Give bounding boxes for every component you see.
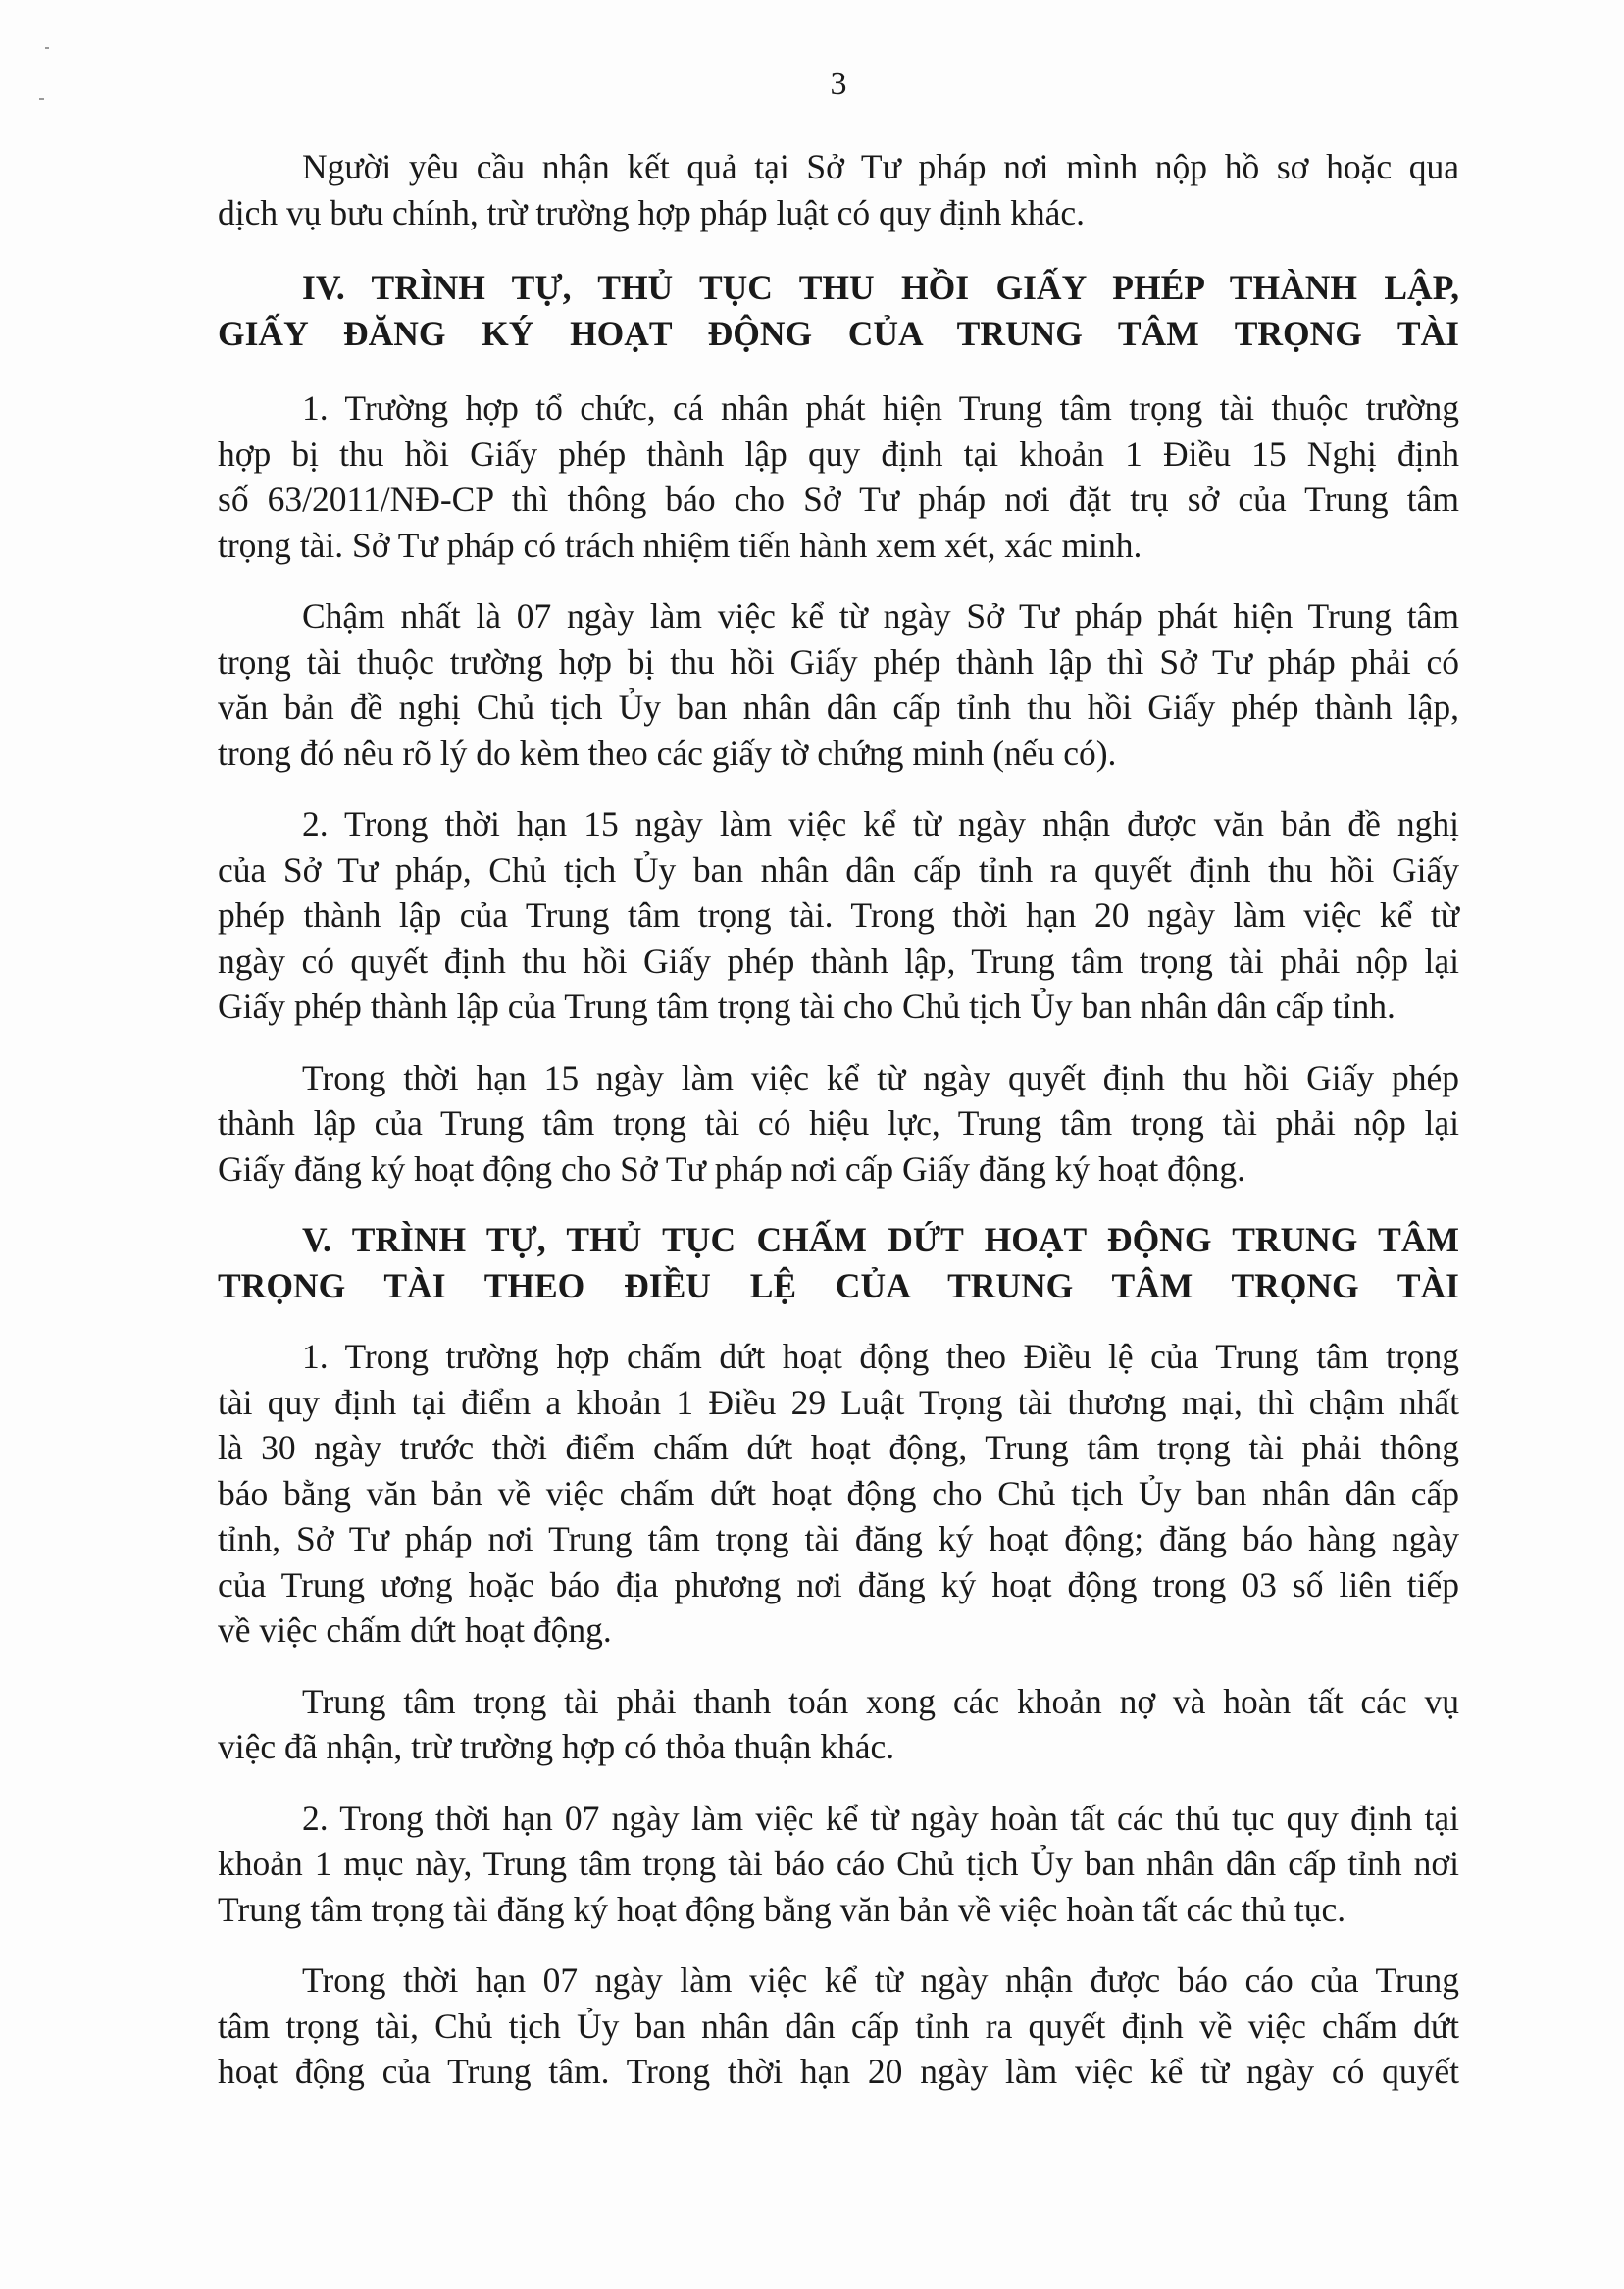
section-heading-v — [218, 1217, 1459, 1308]
section-heading-iv — [218, 265, 1459, 356]
heading-line: IV. TRÌNH TỰ, THỦ TỤC THU HỒI GIẤY PHÉP THÀNH LẬP, — [302, 268, 1459, 307]
text-line: trọng tài. Sở Tư pháp có trách nhiệm tiến hành xem xét, xác minh. — [218, 525, 1142, 565]
text-line: hợp bị thu hồi Giấy phép thành lập quy định tại khoản 1 Điều 15 Nghị định — [218, 433, 1459, 474]
text-line: Giấy phép thành lập của Trung tâm trọng tài cho Chủ tịch Ủy ban nhân dân cấp tỉnh. — [218, 987, 1396, 1026]
text-line: văn bản đề nghị Chủ tịch Ủy ban nhân dân cấp tỉnh thu hồi Giấy phép thành lập, — [218, 687, 1459, 727]
paragraph — [218, 801, 1459, 1030]
text-line: tài quy định tại điểm a khoản 1 Điều 29 Luật Trọng tài thương mại, thì chậm nhất — [218, 1382, 1459, 1422]
text-line: Trung tâm trọng tài phải thanh toán xong các khoản nợ và hoàn tất các vụ — [302, 1681, 1459, 1721]
paragraph — [218, 1679, 1459, 1770]
text-line: về việc chấm dứt hoạt động. — [218, 1610, 612, 1650]
text-line: Chậm nhất là 07 ngày làm việc kể từ ngày Sở Tư pháp phát hiện Trung tâm — [302, 596, 1459, 636]
text-line: của Trung ương hoặc báo địa phương nơi đăng ký hoạt động trong 03 số liên tiếp — [218, 1564, 1459, 1604]
text-line: 1. Trong trường hợp chấm dứt hoạt động theo Điều lệ của Trung tâm trọng — [302, 1337, 1459, 1376]
text-line: 2. Trong thời hạn 15 ngày làm việc kể từ ngày nhận được văn bản đề nghị — [302, 804, 1459, 843]
text-line: thành lập của Trung tâm trọng tài có hiệu lực, Trung tâm trọng tài phải nộp lại — [218, 1103, 1459, 1143]
text-line: Giấy đăng ký hoạt động cho Sở Tư pháp nơi cấp Giấy đăng ký hoạt động. — [218, 1148, 1245, 1189]
text-line: trọng tài thuộc trường hợp bị thu hồi Giấy phép thành lập thì Sở Tư pháp phải có — [218, 641, 1459, 682]
text-line: tỉnh, Sở Tư pháp nơi Trung tâm trọng tài đăng ký hoạt động; đăng báo hàng ngày — [218, 1519, 1459, 1558]
heading-line: GIẤY ĐĂNG KÝ HOẠT ĐỘNG CỦA TRUNG TÂM TRỌNG TÀI — [218, 313, 1459, 353]
text-line: Trong thời hạn 15 ngày làm việc kể từ ngày quyết định thu hồi Giấy phép — [302, 1057, 1459, 1097]
document-body — [218, 144, 1459, 2120]
text-line: 2. Trong thời hạn 07 ngày làm việc kể từ ngày hoàn tất các thủ tục quy định tại — [302, 1798, 1459, 1838]
text-line: số 63/2011/NĐ-CP thì thông báo cho Sở Tư pháp nơi đặt trụ sở của Trung tâm — [218, 480, 1459, 519]
text-line: dịch vụ bưu chính, trừ trường hợp pháp luật có quy định khác. — [218, 192, 1085, 232]
page-number: 3 — [830, 66, 847, 102]
text-line: Người yêu cầu nhận kết quả tại Sở Tư pháp nơi mình nộp hồ sơ hoặc qua — [302, 147, 1459, 186]
text-line: việc đã nhận, trừ trường hợp có thỏa thuận khác. — [218, 1727, 895, 1766]
text-line: hoạt động của Trung tâm. Trong thời hạn 20 ngày làm việc kể từ ngày có quyết — [218, 2052, 1459, 2091]
text-line: là 30 ngày trước thời điểm chấm dứt hoạt động, Trung tâm trọng tài phải thông — [218, 1428, 1459, 1467]
text-line: Trung tâm trọng tài đăng ký hoạt động bằng văn bản về việc hoàn tất các thủ tục. — [218, 1889, 1346, 1929]
paragraph — [218, 144, 1459, 235]
text-line: tâm trọng tài, Chủ tịch Ủy ban nhân dân cấp tỉnh ra quyết định về việc chấm dứt — [218, 2006, 1459, 2046]
paragraph — [218, 1334, 1459, 1653]
heading-line: TRỌNG TÀI THEO ĐIỀU LỆ CỦA TRUNG TÂM TRỌNG TÀI — [218, 1265, 1459, 1305]
paragraph — [218, 593, 1459, 776]
heading-line: V. TRÌNH TỰ, THỦ TỤC CHẤM DỨT HOẠT ĐỘNG TRUNG TÂM — [302, 1220, 1459, 1259]
paragraph — [218, 385, 1459, 568]
text-line: 1. Trường hợp tổ chức, cá nhân phát hiện Trung tâm trọng tài thuộc trường — [302, 388, 1459, 428]
text-line: ngày có quyết định thu hồi Giấy phép thành lập, Trung tâm trọng tài phải nộp lại — [218, 941, 1459, 981]
paragraph — [218, 1055, 1459, 1193]
text-line: phép thành lập của Trung tâm trọng tài. Trong thời hạn 20 ngày làm việc kể từ — [218, 895, 1459, 935]
paragraph — [218, 1796, 1459, 1933]
paragraph — [218, 1958, 1459, 2095]
scan-speck — [45, 47, 49, 49]
text-line: Trong thời hạn 07 ngày làm việc kể từ ngày nhận được báo cáo của Trung — [302, 1960, 1459, 2000]
text-line: khoản 1 mục này, Trung tâm trọng tài báo cáo Chủ tịch Ủy ban nhân dân cấp tỉnh nơi — [218, 1844, 1459, 1883]
text-line: báo bằng văn bản về việc chấm dứt hoạt động cho Chủ tịch Ủy ban nhân dân cấp — [218, 1473, 1459, 1513]
text-line: trong đó nêu rõ lý do kèm theo các giấy tờ chứng minh (nếu có). — [218, 733, 1117, 773]
text-line: của Sở Tư pháp, Chủ tịch Ủy ban nhân dân cấp tỉnh ra quyết định thu hồi Giấy — [218, 849, 1459, 890]
